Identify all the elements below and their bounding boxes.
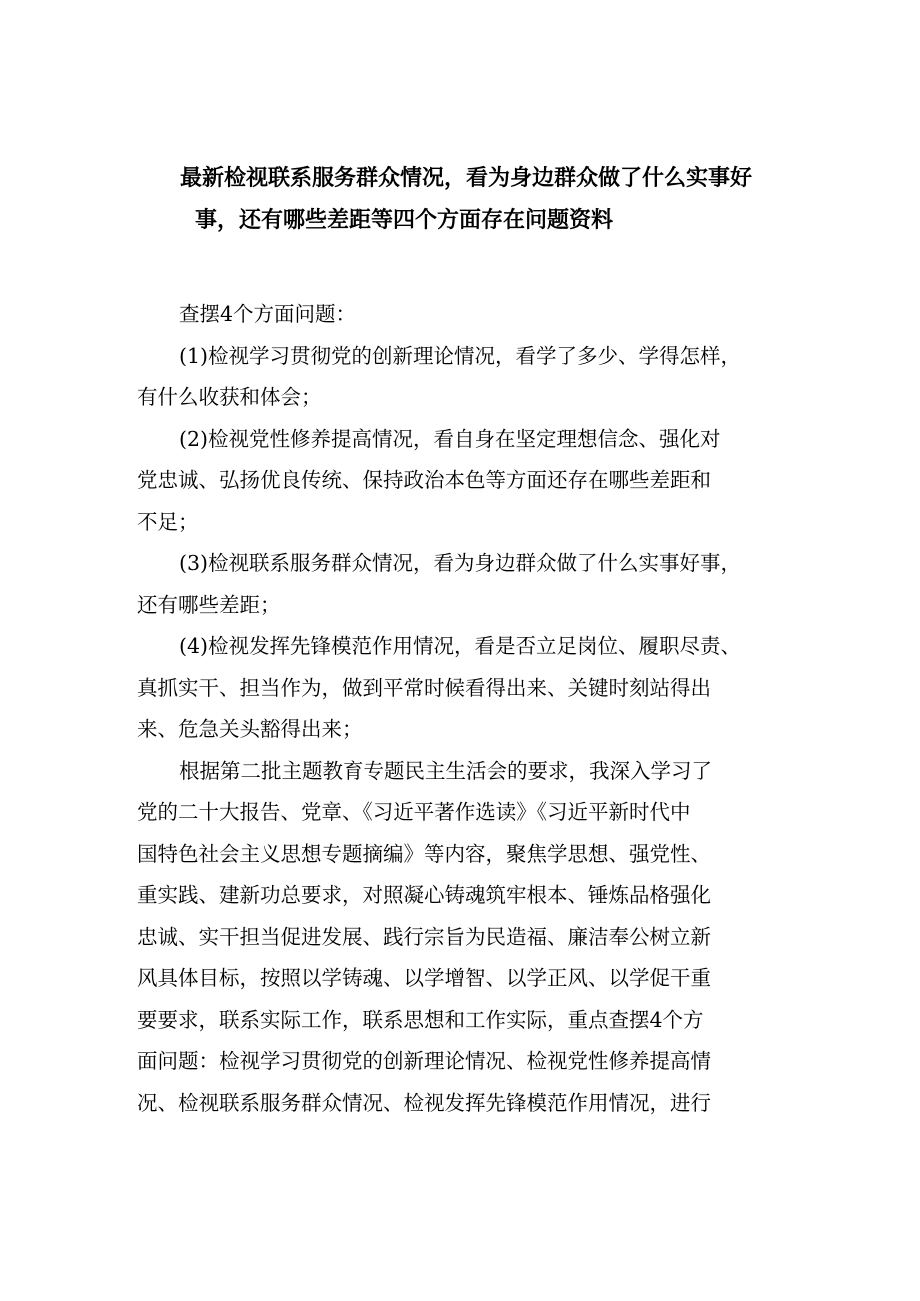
- paragraph-line: 还有哪些差距；: [137, 592, 281, 617]
- paragraph-line: (1)检视学习贯彻党的创新理论情况，看学了多少、学得怎样，: [179, 343, 742, 368]
- paragraph-item-2: [137, 419, 797, 544]
- paragraph-line: 要要求，联系实际工作，联系思想和工作实际，重点查摆4个方: [137, 1007, 704, 1032]
- paragraph-line: 真抓实干、担当作为，做到平常时候看得出来、关键时刻站得出: [137, 675, 711, 700]
- paragraph-line: 面问题：检视学习贯彻党的创新理论情况、检视党性修养提高情: [137, 1049, 711, 1073]
- paragraph-line: 查摆4个方面问题：: [179, 302, 357, 326]
- paragraph-line: 不足；: [137, 509, 199, 534]
- paragraph-line: 党的二十大报告、党章、《习近平著作选读》《习近平新时代中: [137, 800, 691, 824]
- paragraph-item-4: [137, 626, 797, 751]
- title-line: 最新检视联系服务群众情况，看为身边群众做了什么实事好: [180, 166, 753, 191]
- document-body: [137, 294, 797, 1124]
- paragraph-line: 国特色社会主义思想专题摘编》等内容，聚焦学思想、强党性、: [137, 841, 711, 866]
- paragraph-line: 有什么收获和体会；: [137, 385, 322, 409]
- paragraph-intro: [137, 294, 797, 336]
- paragraph-line: 风具体目标，按照以学铸魂、以学增智、以学正风、以学促干重: [137, 966, 711, 990]
- paragraph-line: 根据第二批主题教育专题民主生活会的要求，我深入学习了: [179, 758, 712, 783]
- title-line: 事，还有哪些差距等四个方面存在问题资料: [195, 208, 614, 233]
- paragraph-item-3: [137, 543, 797, 626]
- document-title: [180, 158, 800, 242]
- paragraph-line: 党忠诚、弘扬优良传统、保持政治本色等方面还存在哪些差距和: [137, 468, 711, 492]
- paragraph-item-1: [137, 336, 797, 419]
- paragraph-line: 来、危急关头豁得出来；: [137, 717, 363, 741]
- paragraph-line: 况、检视联系服务群众情况、检视发挥先锋模范作用情况，进行: [137, 1090, 711, 1115]
- paragraph-line: (3)检视联系服务群众情况，看为身边群众做了什么实事好事，: [179, 551, 742, 575]
- paragraph-line: (4)检视发挥先锋模范作用情况，看是否立足岗位、履职尽责、: [179, 634, 742, 658]
- paragraph-line: (2)检视党性修养提高情况，看自身在坚定理想信念、强化对: [179, 426, 721, 451]
- paragraph-line: 忠诚、实干担当促进发展、践行宗旨为民造福、廉洁奉公树立新: [137, 924, 711, 949]
- paragraph-body: [137, 751, 797, 1125]
- paragraph-line: 重实践、建新功总要求，对照凝心铸魂筑牢根本、锤炼品格强化: [137, 883, 711, 907]
